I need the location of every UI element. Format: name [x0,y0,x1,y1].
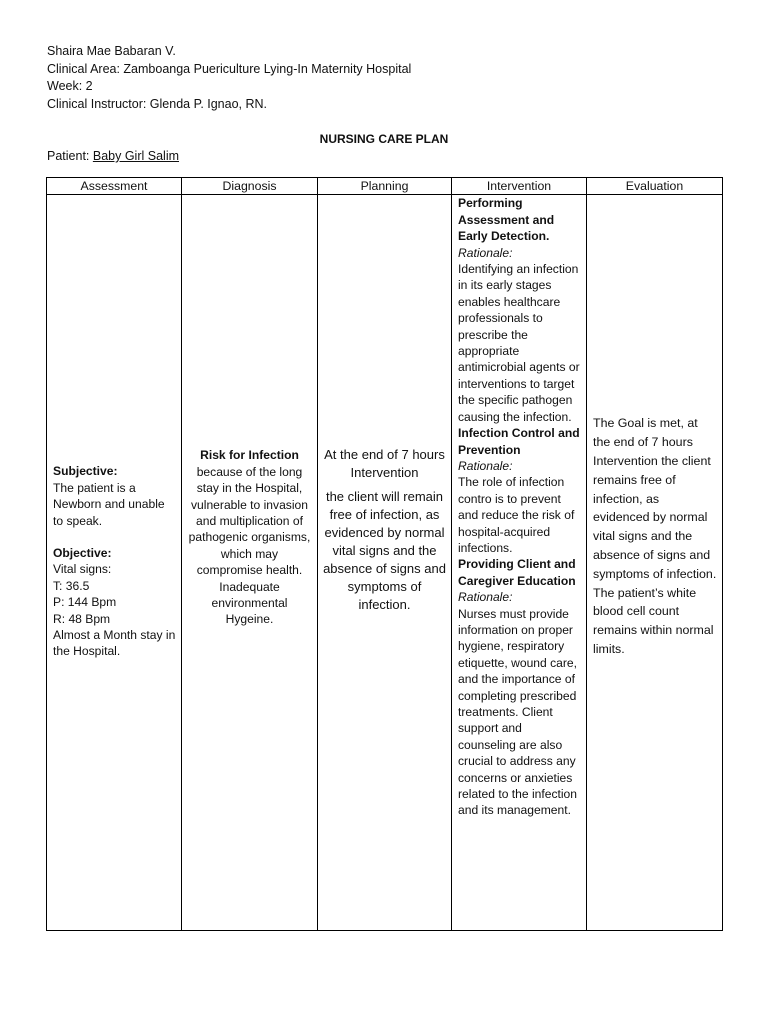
respiration-value: R: 48 Bpm [53,611,111,626]
planning-goal-text: the client will remain free of infection, as evidenced by normal vital signs and the absence of signs and symptoms of infection. [323,489,446,613]
rationale-label: Rationale: [458,458,513,473]
clinical-area: Clinical Area: Zamboanga Puericulture Lying-In Maternity Hospital [47,62,412,76]
evaluation-wbc-text: The patient’s white blood cell count remains within normal limits. [593,585,714,656]
intervention-item [458,556,582,819]
temperature-value: T: 36.5 [53,578,90,593]
intervention-heading: Infection Control and Prevention [458,426,580,457]
rationale-text: Nurses must provide information on proper hygiene, respiratory etiquette, wound care, and the importance of completing prescribed treatments. Client support and counseling are also crucial to address any concerns or anxieties related to the infection and its management. [458,606,578,818]
intervention-item [458,195,582,425]
diagnosis-cell [182,195,318,931]
pulse-value: P: 144 Bpm [53,595,117,610]
column-header-assessment: Assessment [47,178,182,195]
rationale-text: Identifying an infection in its early stages enables healthcare professionals to prescribe the appropriate antimicrobial agents or interventions to target the specific pathogen causing the infection. [458,262,580,424]
clinical-instructor: Clinical Instructor: Glenda P. Ignao, RN. [47,97,268,111]
intervention-cell [452,195,587,931]
planning-cell [318,195,452,931]
patient-name: Baby Girl Salim [92,149,180,163]
subjective-label: Subjective: [53,464,118,479]
evaluation-cell [587,195,723,931]
rationale-label: Rationale: [458,590,513,605]
vital-signs-label: Vital signs: [53,562,112,577]
care-plan-table [46,177,723,931]
rationale-text: The role of infection contro is to prevent and reduce the risk of hospital-acquired infections. [458,475,575,555]
diagnosis-text: because of the long stay in the Hospital, vulnerable to invasion and multiplication of pathogenic organisms, which may compromise health. [188,464,311,578]
intervention-item [458,425,582,556]
rationale-label: Rationale: [458,245,513,260]
week: Week: 2 [47,79,93,93]
diagnosis-title: Risk for Infection [200,448,299,463]
column-header-planning: Planning [318,178,452,195]
column-header-evaluation: Evaluation [587,178,723,195]
diagnosis-factor: Inadequate environmental Hygeine. [211,579,288,627]
table-header-row [47,178,723,195]
assessment-cell [47,195,182,931]
column-header-intervention: Intervention [452,178,587,195]
patient-line [47,149,179,163]
student-name: Shaira Mae Babaran V. [47,44,176,58]
intervention-heading: Performing Assessment and Early Detection. [458,196,555,244]
hospital-stay-text: Almost a Month stay in the Hospital. [53,628,176,659]
intervention-heading: Providing Client and Caregiver Education [458,557,576,588]
document-title: NURSING CARE PLAN [319,132,449,146]
evaluation-text: The Goal is met, at the end of 7 hours Intervention the client remains free of infection, as evidenced by normal vital signs and the absence of signs and symptoms of infection. [593,416,717,581]
subjective-text: The patient is a Newborn and unable to speak. [53,480,165,528]
objective-label: Objective: [53,546,112,561]
patient-label: Patient: [47,149,93,163]
planning-goal-time: At the end of 7 hours Intervention [324,447,445,481]
column-header-diagnosis: Diagnosis [182,178,318,195]
table-row [47,195,723,931]
